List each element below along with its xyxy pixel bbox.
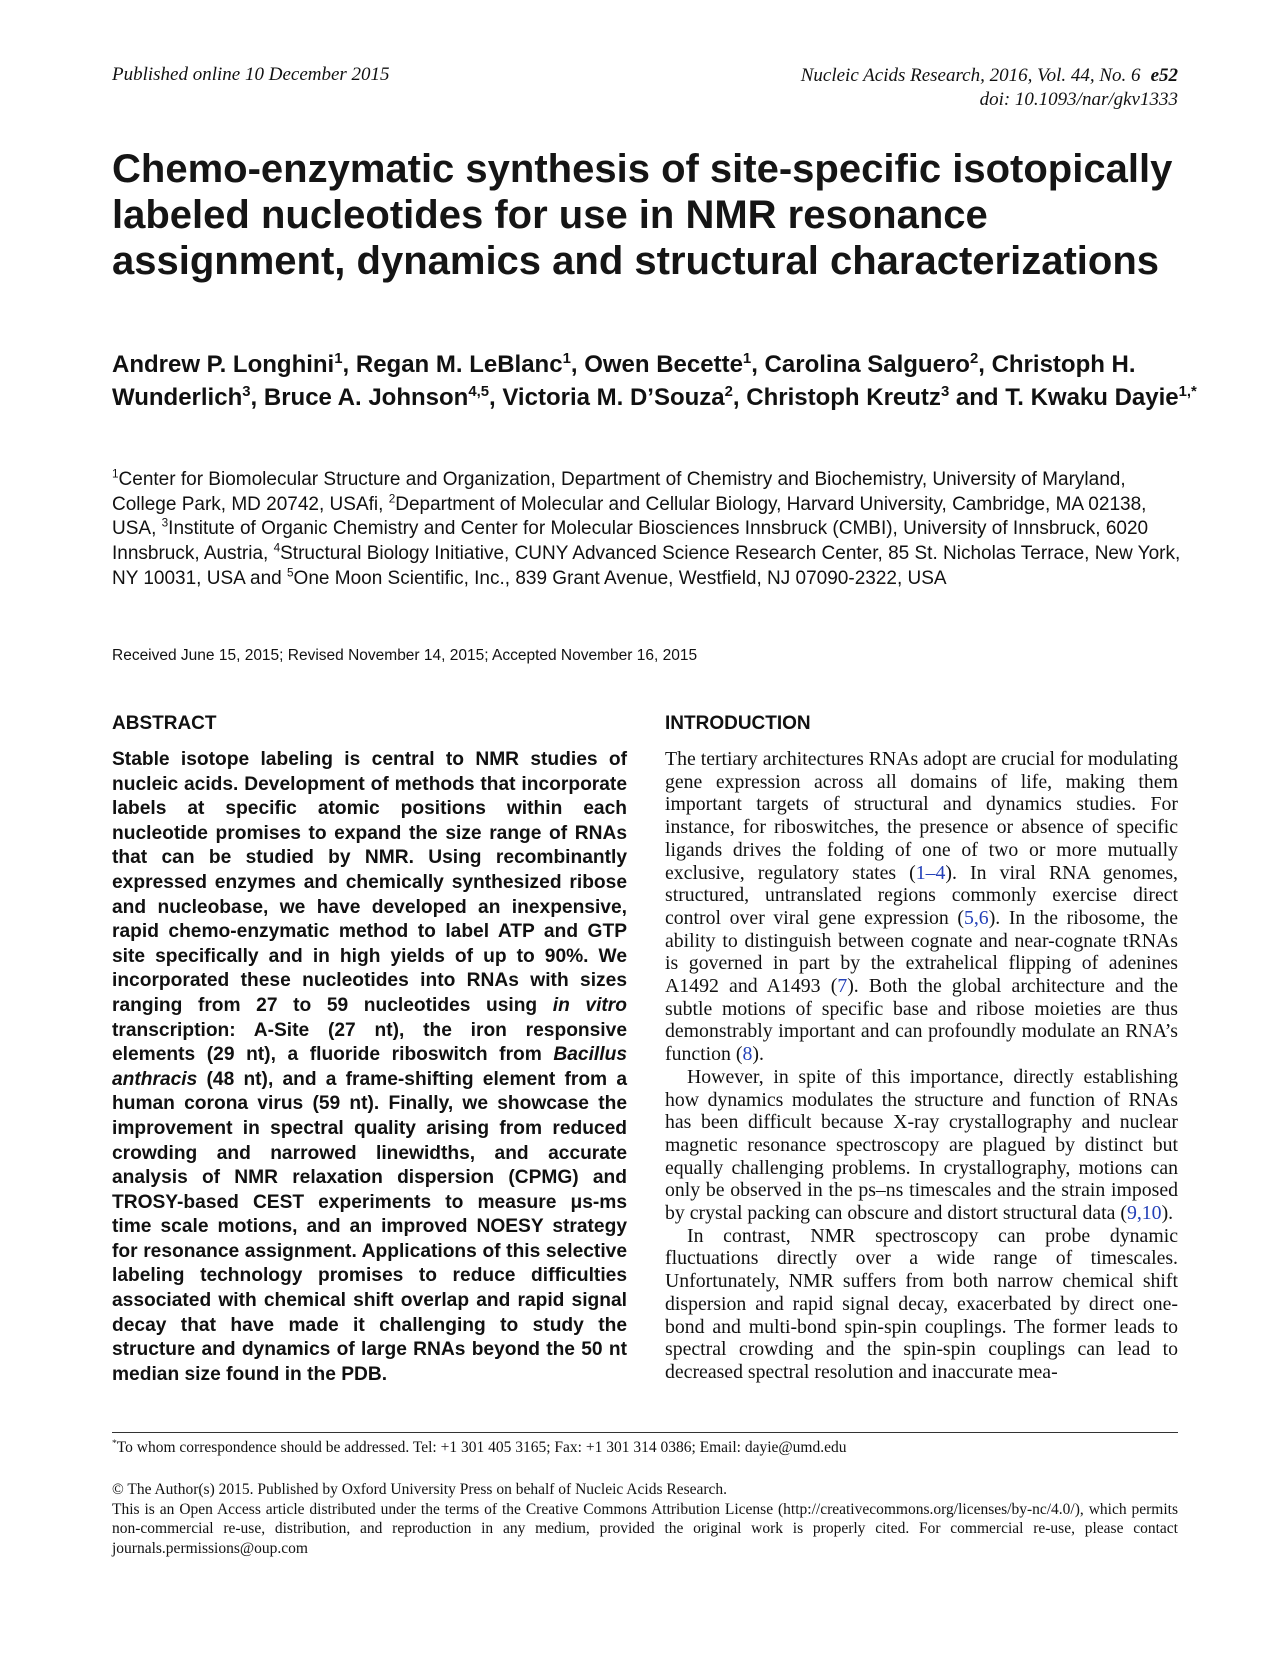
intro-text-run: In contrast, NMR spectroscopy can probe dynamic fluctuations directly over a wide range of timescales. Unfortunately, NMR suffers from both narrow chemical shift dispersion and rapid signal decay, exacerbated by direct one-bond and multi-bond spin-spin couplings. The former leads to spectral crowding and the spin-spin couplings can lead to decreased spectral resolution and inaccurate mea- [665,1224,1178,1383]
intro-text-run: ). In the ribosome, the ability to distinguish between cognate and near-cognate tRNAs is governed in part by the extrahelical flipping of adenines A1492 and A1493 ( [665,906,1178,998]
author-affiliation-marker: 3 [242,384,251,400]
introduction-heading: INTRODUCTION [665,713,811,734]
affiliations [112,468,1187,592]
running-header-left: Published online 10 December 2015 [112,64,390,85]
affiliation-text: Department of Molecular and Cellular Biology, Harvard University, Cambridge, MA 02138, USA, [112,493,1147,540]
received-dates: Received June 15, 2015; Revised November 14, 2015; Accepted November 16, 2015 [112,647,698,664]
author-name: Andrew P. Longhini [112,351,335,378]
abstract-text-run: Stable isotope labeling is central to NMR studies of nucleic acids. Development of methods that incorporate labels at specific atomic positions within each nucleotide promises to expand the size range of RNAs that can be studied by NMR. Using recombinantly expressed enzymes and chemically synthesized ribose and nucleobase, we have developed an inexpensive, rapid chemo-enzymatic method to label ATP and GTP site specifically and in high yields of up to 90%. We incorporated these nucleotides into RNAs with sizes ranging from 27 to 59 nucleotides using [112,749,627,1016]
affiliation-marker: 5 [287,566,294,580]
citation-link: 1–4 [915,861,946,884]
affiliation-marker: 3 [161,517,169,531]
intro-text-run: ). [752,1043,764,1066]
introduction-paragraph [665,748,1178,1066]
author-separator: , [732,384,747,411]
author-separator: , [978,351,992,378]
author-separator: and [949,384,1006,411]
author-name: Bruce A. Johnson [263,384,469,411]
author-name: Christoph H. Wunderlich [112,351,1136,411]
abstract-text-run: transcription: A-Site (27 nt), the iron responsive elements (29 nt), a fluoride riboswitch from [112,1019,627,1066]
affiliation-text: Center for Biomolecular Structure and Organization, Department of Chemistry and Biochemistry, University of Maryland, College Park, MD 20742, USAfi, [112,469,1126,515]
intro-text-run: ). [1161,1202,1174,1225]
author-list [112,348,1202,414]
author-name: Owen Becette [584,351,743,378]
journal-citation: Nucleic Acids Research, 2016, Vol. 44, No. 6 [800,65,1141,86]
author-name: Carolina Salguero [764,351,970,378]
affiliation-marker: 2 [388,492,396,506]
running-header-right [801,64,1178,112]
abstract-column [112,712,627,1387]
citation-link: 7 [837,975,848,998]
affiliation-marker: 4 [273,541,281,555]
license-text: This is an Open Access article distributed under the terms of the Creative Commons Attribution License (http://creativecommons.org/licenses/by-nc/4.0/), which permits non-commercial re-use, distribution, and reproduction in any medium, provided the original work is properly cited. For commercial re-use, please contact journals.permissions@oup.com [112,1500,1178,1557]
abstract-italic-term: in vitro [552,994,627,1016]
doi: doi: 10.1093/nar/gkv1333 [979,89,1178,110]
author-affiliation-marker: 3 [940,384,950,400]
article-id: e52 [1150,65,1178,86]
author-name: Victoria M. D’Souza [502,384,725,411]
copyright-line: © The Author(s) 2015. Published by Oxford University Press on behalf of Nucleic Acids Research. [112,1481,728,1498]
author-affiliation-marker: 1 [562,351,571,367]
affiliation-text: Institute of Organic Chemistry and Center for Molecular Biosciences Innsbruck (CMBI), University of Innsbruck, 6020 Innsbruck, Austria, [112,518,1149,565]
author-affiliation-marker: 1 [334,351,343,367]
introduction-paragraph [665,1225,1178,1384]
introduction-body [665,748,1178,1384]
intro-text-run: However, in spite of this importance, directly establishing how dynamics modulates the structure and function of RNAs has been difficult because X-ray crystallography and nuclear magnetic resonance spectroscopy are plagued by distinct but equally challenging problems. In crystallography, motions can only be observed in the ps–ns timescales and the strain imposed by crystal packing can obscure and distort structural data ( [665,1065,1178,1225]
author-name: Regan M. LeBlanc [355,351,563,378]
author-separator: , [250,384,264,411]
intro-text-run: ). Both the global architecture and the subtle motions of specific base and ribose moieties are thus demonstrably important and can profoundly modulate an RNA’s function ( [665,975,1178,1066]
article-title: Chemo-enzymatic synthesis of site-specific isotopically labeled nucleotides for use in NMR resonance assignment, dynamics and structural characterizations [112,147,1173,283]
author-affiliation-marker: 1 [742,351,752,367]
citation-link: 5,6 [963,906,989,929]
correspondence-footnote [112,1438,847,1458]
author-name: Christoph Kreutz [746,384,941,411]
citation-link: 9,10 [1126,1202,1162,1225]
intro-text-run: The tertiary architectures RNAs adopt are crucial for modulating gene expression across all domains of life, making them important targets of structural and dynamics studies. For instance, for riboswitches, the presence or absence of specific ligands drives the folding of one of two or more mutually exclusive, regulatory states ( [665,748,1179,884]
author-affiliation-marker: 2 [724,384,733,400]
footnote-text: To whom correspondence should be addressed. Tel: +1 301 405 3165; Fax: +1 301 314 0386; Email: dayie@umd.edu [116,1439,847,1456]
abstract-body [112,748,627,1387]
author-separator: , [570,351,585,378]
author-affiliation-marker: 2 [969,351,979,367]
author-separator: , [342,351,356,378]
author-separator: , [489,384,503,411]
introduction-column [665,712,1178,1384]
author-affiliation-marker: 1,* [1178,384,1197,400]
abstract-text-run: (48 nt), and a frame-shifting element from a human corona virus (59 nt). Finally, we showcase the improvement in spectral quality arising from reduced crowding and narrowed linewidths, and accurate analysis of NMR relaxation dispersion (CPMG) and TROSY-based CEST experiments to measure μs-ms time scale motions, and an improved NOESY strategy for resonance assignment. Applications of this selective labeling technology promises to reduce difficulties associated with chemical shift overlap and rapid signal decay that have made it challenging to study the structure and dynamics of large RNAs beyond the 50 nt median size found in the PDB. [112,1068,627,1385]
footnote-marker: * [112,1437,117,1449]
author-name: T. Kwaku Dayie [1005,384,1179,411]
citation-link: 8 [742,1043,753,1066]
author-affiliation-marker: 4,5 [468,384,490,400]
footnote-divider [112,1432,1178,1433]
license-block [112,1480,1178,1558]
affiliation-text: Structural Biology Initiative, CUNY Advanced Science Research Center, 85 St. Nicholas Terrace, New York, NY 10031, USA and [112,543,1181,589]
affiliation-text: One Moon Scientific, Inc., 839 Grant Avenue, Westfield, NJ 07090-2322, USA [293,567,947,589]
abstract-italic-term: Bacillus anthracis [112,1044,627,1090]
introduction-paragraph [665,1066,1178,1225]
author-separator: , [751,351,765,378]
intro-text-run: ). In viral RNA genomes, structured, untranslated regions commonly exercise direct control over viral gene expression ( [665,861,1178,929]
abstract-heading: ABSTRACT [112,713,217,734]
affiliation-marker: 1 [112,467,119,481]
